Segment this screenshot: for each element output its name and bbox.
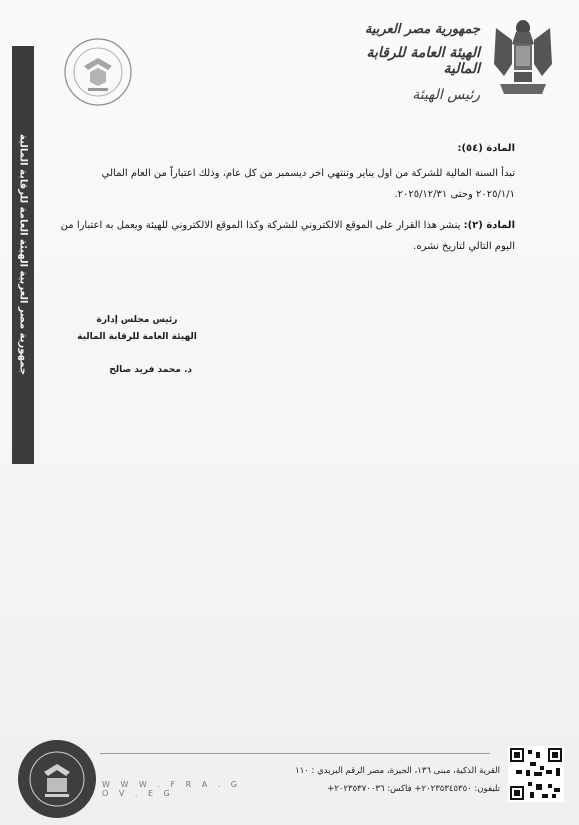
fra-logo-icon bbox=[62, 36, 134, 108]
footer-divider bbox=[100, 753, 490, 754]
header-block bbox=[330, 22, 480, 102]
signature-title-line2: الهيئة العامة للرقابة المالية bbox=[77, 332, 197, 342]
footer-website: W W W . F R A . G O V . E G bbox=[102, 780, 241, 798]
header-country: جمهورية مصر العربية bbox=[364, 22, 480, 37]
signature-block bbox=[72, 312, 202, 379]
footer-address-line: القرية الذكية، مبنى ١٣٦، الجيزة، مصر الرقم البريدي : ١١٠ bbox=[295, 766, 500, 776]
document-body bbox=[60, 138, 515, 267]
signature-title-line1: رئيس مجلس إدارة bbox=[96, 315, 178, 325]
header-chairman: رئيس الهيئة bbox=[412, 87, 480, 103]
article-54-heading: المادة (٥٤): bbox=[457, 143, 515, 154]
footer-phone-line: تليفون: ٢٠٢٣٥٣٤٥٣٥٠+ فاكس: ٢٠٢٣٥٣٧٠٠٣٦+ bbox=[327, 784, 500, 794]
footer-contact bbox=[290, 762, 500, 798]
article-2-heading: المادة (٢): bbox=[463, 220, 515, 231]
article-54-text: تبدأ السنة المالية للشركة من اول يناير وتنتهي اخر ديسمبر من كل عام، وذلك اعتباراً من العام المالي ٢٠٢٥/١/١ وحتى ٢٠٢٥/١٢/٣١. bbox=[101, 168, 515, 200]
signature-name: د. محمد فريد صالح bbox=[109, 365, 192, 375]
footer-seal-icon bbox=[16, 738, 98, 820]
article-2-text: ينشر هذا القرار على الموقع الالكتروني للشركة وكذا الموقع الالكتروني للهيئة ويعمل به اعتبارا من اليوم التالي لتاريخ نشره. bbox=[60, 220, 515, 252]
qr-code-icon bbox=[508, 746, 564, 802]
eagle-emblem-icon bbox=[492, 14, 554, 100]
header-authority: الهيئة العامة للرقابة المالية bbox=[366, 45, 480, 77]
side-banner-text: جمهورية مصر العربية الهيئة العامة للرقابة المالية bbox=[17, 134, 29, 376]
